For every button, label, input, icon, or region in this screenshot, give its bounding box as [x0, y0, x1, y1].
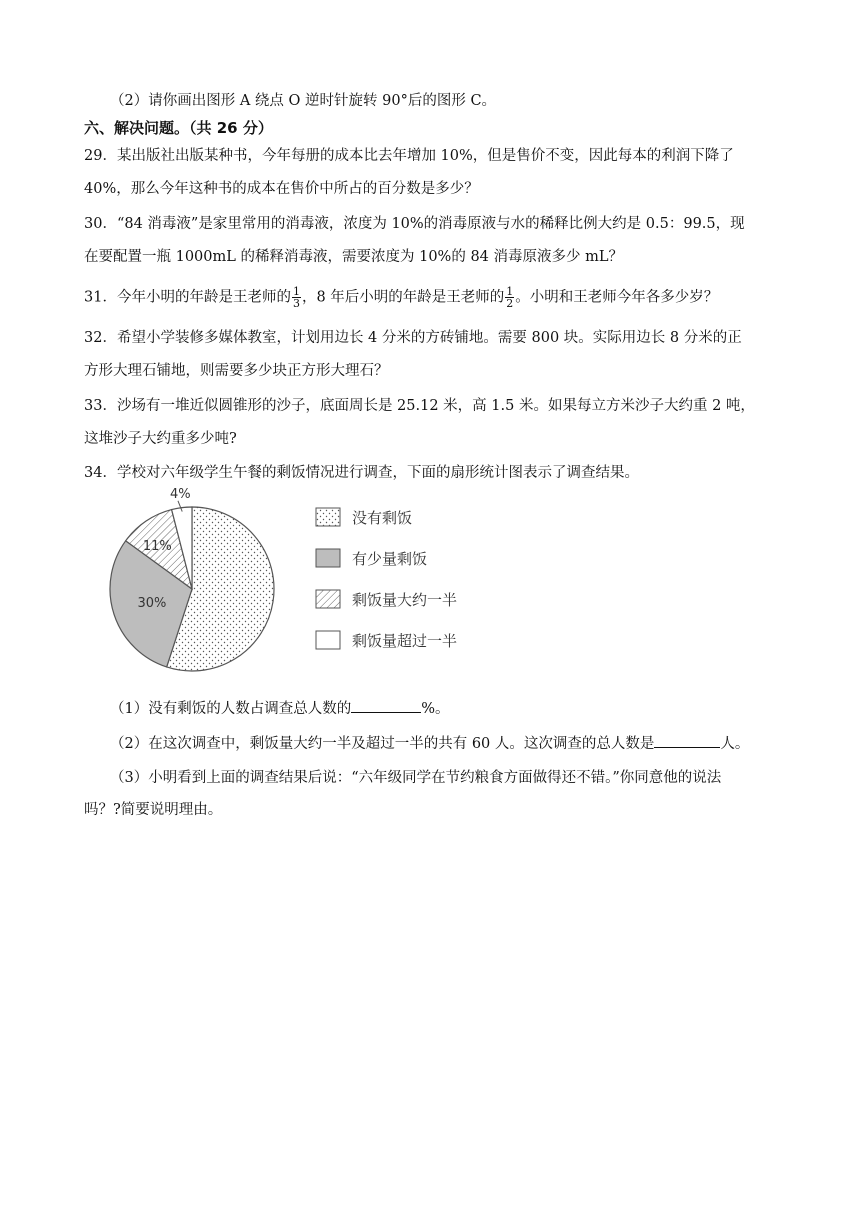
legend-label-4: 剩饭量超过一半: [352, 632, 458, 650]
fraction-one-half: [505, 286, 514, 309]
q33-line2: 这堆沙子大约重多少吨?: [84, 431, 237, 447]
q34-sub1: [110, 698, 450, 719]
q34-sub1-suffix: %。: [421, 701, 450, 717]
pie-legend: [316, 508, 457, 650]
q34-intro: 34．学校对六年级学生午餐的剩饭情况进行调查，下面的扇形统计图表示了调查结果。: [84, 465, 639, 481]
pie-label-4: 4%: [169, 488, 191, 502]
q32-line1: 32．希望小学装修多媒体教室，计划用边长 4 分米的方砖铺地。需要 800 块。实际用边长 8 分米的正: [84, 330, 742, 346]
legend-label-2: 有少量剩饭: [352, 550, 428, 568]
q34-sub2-text: （2）在这次调查中，剩饭量大约一半及超过一半的共有 60 人。这次调查的总人数是: [110, 736, 655, 752]
q29-line1: 29．某出版社出版某种书，今年每册的成本比去年增加 10%，但是售价不变，因此每本的利润下降了: [84, 148, 734, 164]
frac2-denominator: 2: [506, 297, 514, 310]
answer-blank-2[interactable]: [654, 733, 720, 748]
legend-swatch-1: [316, 508, 340, 526]
q31-text-3: 。小明和王老师今年各多少岁？: [515, 289, 719, 306]
frac2-numerator: 1: [506, 285, 514, 298]
pie-slices: [110, 507, 274, 671]
q29-line2: 40%，那么今年这种书的成本在售价中所占的百分数是多少？: [84, 181, 479, 197]
q31: [84, 286, 718, 309]
answer-blank-1[interactable]: [351, 698, 421, 713]
q32-line2: 方形大理石铺地，则需要多少块正方形大理石？: [84, 363, 389, 379]
legend-swatch-3: [316, 590, 340, 608]
q34-sub3-line2: 吗？?简要说明理由。: [84, 802, 223, 818]
section-6-title: 六、解决问题。（共 26 分）: [84, 119, 273, 137]
q34-sub2: [110, 733, 749, 754]
pie-label-2: 30%: [137, 596, 167, 612]
legend-swatch-2: [316, 549, 340, 567]
frac1-numerator: 1: [292, 285, 300, 298]
q34-sub2-suffix: 人。: [720, 736, 750, 752]
q34-sub1-text: （1）没有剩饭的人数占调查总人数的: [110, 701, 352, 717]
q31-text-1: 31．今年小明的年龄是王老师的: [84, 289, 291, 306]
legend-label-3: 剩饭量大约一半: [352, 591, 458, 609]
q28-part2: （2）请你画出图形 A 绕点 O 逆时针旋转 90°后的图形 C。: [110, 93, 497, 109]
legend-swatch-4: [316, 631, 340, 649]
pie-chart: [100, 488, 500, 688]
q34-sub3-line1: （3）小明看到上面的调查结果后说：“六年级同学在节约粮食方面做得还不错。”你同意他的说法: [110, 770, 722, 786]
q33-line1: 33．沙场有一堆近似圆锥形的沙子，底面周长是 25.12 米，高 1.5 米。如果每立方米沙子大约重 2 吨，: [84, 398, 755, 414]
q30-line2: 在要配置一瓶 1000mL 的稀释消毒液，需要浓度为 10%的 84 消毒原液多少 mL？: [84, 249, 623, 265]
q30-line1: 30．“84 消毒液”是家里常用的消毒液，浓度为 10%的消毒原液与水的稀释比例大约是 0.5：99.5，现: [84, 216, 745, 232]
frac1-denominator: 3: [292, 297, 300, 310]
pie-label-3: 11%: [142, 539, 172, 555]
q31-text-2: ，8 年后小明的年龄是王老师的: [301, 289, 505, 306]
fraction-one-third: [292, 286, 301, 309]
legend-label-1: 没有剩饭: [352, 509, 413, 527]
